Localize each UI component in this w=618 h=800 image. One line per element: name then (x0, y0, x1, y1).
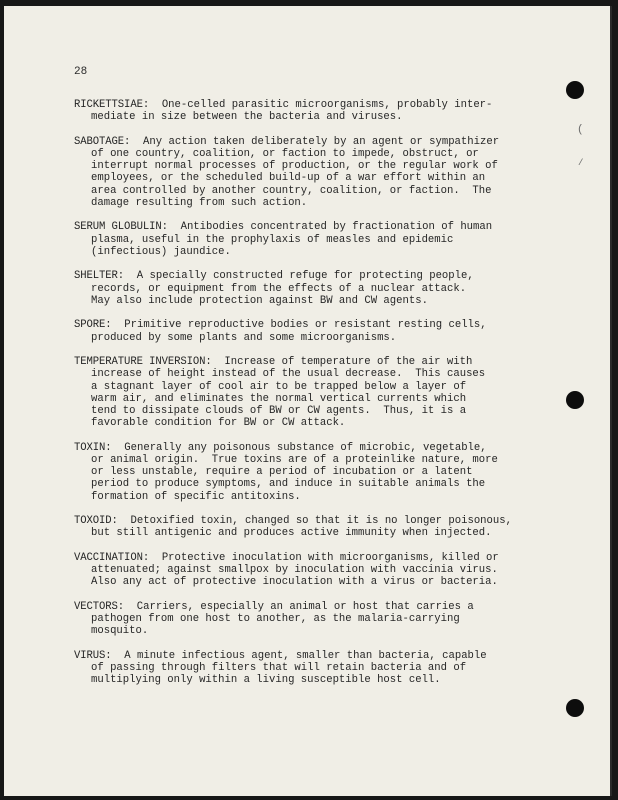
glossary-term: TOXOID: (74, 515, 118, 528)
glossary-entry (74, 99, 504, 123)
glossary-term: RICKETTSIAE: (74, 99, 150, 111)
glossary-entry (74, 136, 504, 209)
glossary-definition: Generally any poisonous substance of microbic, vegetable, or animal origin. True toxins are of a proteinlike nature, more or less unstable, require a period of incubation or a latent period to produce symptoms, and induce in suitable animals the formation of specific antitoxins. (91, 441, 498, 503)
glossary-entry (74, 552, 504, 589)
margin-mark: ( (577, 124, 584, 136)
glossary-definition: A minute infectious agent, smaller than bacteria, capable of passing through filters that will retain bacteria and of multiplying only within a living susceptible host cell. (91, 650, 487, 687)
glossary-term: SABOTAGE: (74, 135, 131, 148)
glossary-definition: Increase of temperature of the air with increase of height instead of the usual decrease. This causes a stagnant layer of cool air to be trapped below a layer of warm air, and eliminates the normal vertical currents which tend to dissipate clouds of BW or CW agents. Thus, it is a favorable condition for BW or CW attack. (91, 356, 486, 430)
glossary-entry (74, 270, 504, 307)
glossary-term: VACCINATION: (74, 552, 150, 565)
glossary-list (74, 99, 512, 699)
glossary-term: SPORE: (74, 319, 112, 332)
glossary-term: TOXIN: (74, 441, 112, 454)
margin-mark: / (578, 158, 584, 168)
glossary-term: VECTORS: (74, 601, 125, 614)
glossary-entry (74, 319, 504, 343)
glossary-definition: Any action taken deliberately by an agent or sympathizer of one country, coalition, or faction to impede, obstruct, or interrupt normal processes of production, or the regular work of employees, or the scheduled build-up of a war effort within an area controlled by another country, coalition, or faction. The damage resulting from such action. (91, 135, 500, 209)
page-number: 28 (74, 66, 88, 78)
document-page (4, 6, 612, 796)
binder-hole (566, 699, 584, 717)
glossary-definition: Detoxified toxin, changed so that it is no longer poisonous, but still antigenic and produces active immunity when injected. (91, 515, 512, 540)
glossary-term: TEMPERATURE INVERSION: (74, 356, 212, 369)
glossary-term: SHELTER: (74, 270, 125, 283)
glossary-definition: Carriers, especially an animal or host that carries a pathogen from one host to another, as the malaria-carrying mosquito. (91, 601, 474, 638)
glossary-definition: A specially constructed refuge for protecting people, records, or equipment from the effects of a nuclear attack. May also include protection against BW and CW agents. (91, 270, 474, 307)
binder-hole (566, 81, 584, 99)
glossary-entry (74, 442, 504, 503)
glossary-definition: Protective inoculation with microorganisms, killed or attenuated; against smallpox by inoculation with vaccinia virus. Also any act of protective inoculation with a virus or bacteria. (91, 552, 499, 589)
glossary-definition: One-celled parasitic microorganisms, probably inter- mediate in size between the bacteria and viruses. (91, 99, 493, 124)
glossary-definition: Antibodies concentrated by fractionation of human plasma, useful in the prophylaxis of measles and epidemic (infectious) jaundice. (91, 221, 493, 258)
glossary-entry (74, 601, 504, 638)
glossary-entry (74, 356, 504, 429)
glossary-entry (74, 650, 504, 687)
glossary-entry (74, 221, 504, 258)
glossary-definition: Primitive reproductive bodies or resistant resting cells, produced by some plants and some microorganisms. (91, 319, 487, 344)
binder-hole (566, 391, 584, 409)
glossary-term: SERUM GLOBULIN: (74, 221, 168, 234)
glossary-term: VIRUS: (74, 650, 112, 663)
glossary-entry (74, 515, 512, 540)
